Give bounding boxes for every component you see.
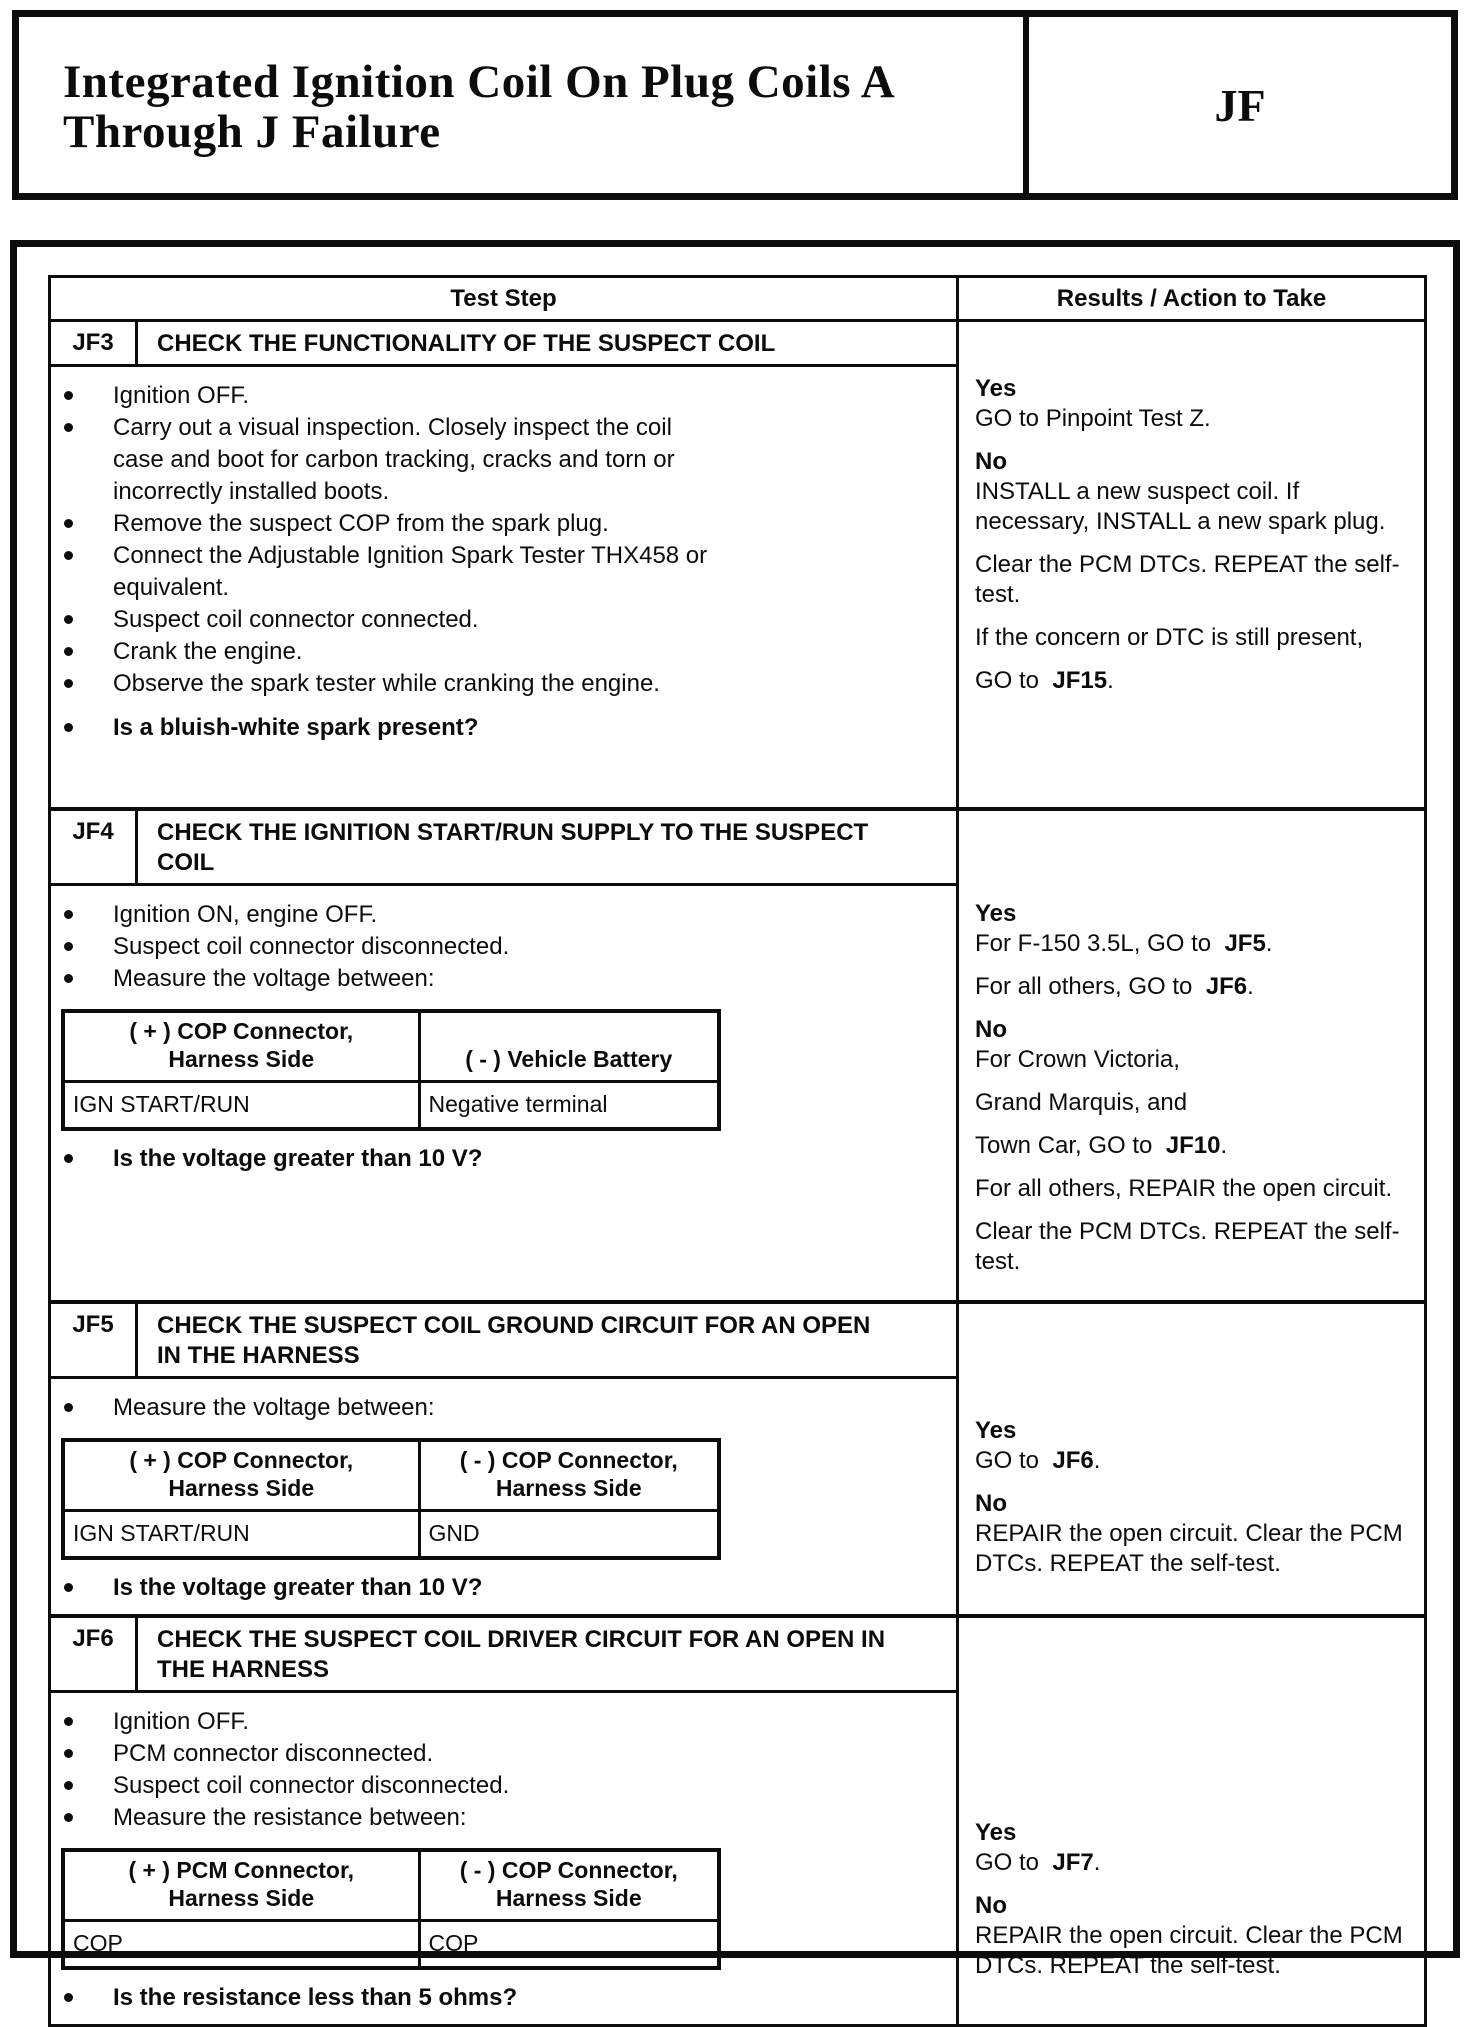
step-question: Is the voltage greater than 10 V? (51, 1572, 956, 1604)
step-title-text: CHECK THE SUSPECT COIL GROUND CIRCUIT FOR AN OPEN IN THE HARNESS (157, 1312, 871, 1369)
meas-col-header: ( - ) COP Connector, Harness Side (419, 1850, 719, 1921)
list-item: PCM connector disconnected. (51, 1738, 731, 1770)
list-item: Carry out a visual inspection. Closely inspect the coil case and boot for carbon tracking, cracks and torn or incorrectly installed boots. (51, 412, 731, 508)
result-paragraph: GO to Pinpoint Test Z. (975, 405, 1211, 432)
measurement-table (61, 1848, 721, 1970)
results-cell (956, 1304, 1424, 1614)
step-question: Is the voltage greater than 10 V? (51, 1143, 956, 1175)
results-cell (956, 811, 1424, 1300)
result-paragraph: No (975, 1016, 1007, 1043)
list-item: Crank the engine. (51, 636, 731, 668)
bullet-list (51, 1392, 956, 1424)
result-paragraph: INSTALL a new suspect coil. If necessary, INSTALL a new spark plug. (975, 478, 1386, 535)
step-question: Is a bluish-white spark present? (51, 712, 956, 744)
meas-col-header: ( - ) Vehicle Battery (419, 1011, 719, 1082)
result-paragraph: GO to JF6. (975, 1447, 1101, 1474)
step-body (51, 1379, 956, 1614)
col-header-results: Results / Action to Take (956, 278, 1424, 319)
meas-value-cell: IGN START/RUN (63, 1082, 419, 1130)
results-cell (956, 1618, 1424, 2024)
result-paragraph: For F-150 3.5L, GO to JF5. (975, 930, 1273, 957)
list-item: Measure the resistance between: (51, 1802, 731, 1834)
list-item: Measure the voltage between: (51, 1392, 731, 1424)
step-title (138, 1304, 956, 1379)
step-body (51, 367, 956, 807)
page-frame (10, 240, 1460, 2011)
bullet-list (51, 380, 956, 700)
step-id: JF3 (51, 322, 138, 367)
meas-col-header: ( + ) PCM Connector, Harness Side (63, 1850, 419, 1921)
step-section-jf3 (51, 322, 1424, 807)
step-title-text: CHECK THE SUSPECT COIL DRIVER CIRCUIT FOR AN OPEN IN THE HARNESS (157, 1626, 886, 1683)
meas-value-cell: Negative terminal (419, 1082, 719, 1130)
step-title (138, 811, 956, 886)
list-item: Observe the spark tester while cranking the engine. (51, 668, 731, 700)
result-paragraph: Town Car, GO to JF10. (975, 1132, 1228, 1159)
result-paragraph: No (975, 448, 1007, 475)
meas-col-header: ( + ) COP Connector, Harness Side (63, 1440, 419, 1511)
result-paragraph: Clear the PCM DTCs. REPEAT the self-test. (975, 551, 1400, 608)
step-title-text: CHECK THE FUNCTIONALITY OF THE SUSPECT COIL (157, 330, 776, 357)
title-area (19, 17, 1023, 193)
list-item: Suspect coil connector disconnected. (51, 1770, 731, 1802)
list-item: Connect the Adjustable Ignition Spark Tester THX458 or equivalent. (51, 540, 731, 604)
measurement-table (61, 1438, 721, 1560)
bullet-list (51, 1706, 956, 1834)
step-section-jf5 (51, 1300, 1424, 1614)
pinpoint-test-code: JF (1023, 17, 1451, 193)
result-paragraph: If the concern or DTC is still present, (975, 624, 1364, 651)
result-paragraph: Clear the PCM DTCs. REPEAT the self-test. (975, 1218, 1400, 1275)
result-paragraph: For all others, GO to JF6. (975, 973, 1254, 1000)
meas-col-header: ( - ) COP Connector, Harness Side (419, 1440, 719, 1511)
list-item: Suspect coil connector disconnected. (51, 931, 731, 963)
step-id: JF4 (51, 811, 138, 886)
result-paragraph: REPAIR the open circuit. Clear the PCM DTCs. REPEAT the self-test. (975, 1520, 1403, 1577)
title-bar (12, 10, 1458, 200)
result-paragraph: No (975, 1892, 1007, 1919)
step-id: JF5 (51, 1304, 138, 1379)
step-section-jf6 (51, 1614, 1424, 2024)
list-item: Ignition OFF. (51, 380, 731, 412)
meas-col-header: ( + ) COP Connector, Harness Side (63, 1011, 419, 1082)
step-title (138, 1618, 956, 1693)
result-paragraph: For all others, REPAIR the open circuit. (975, 1175, 1393, 1202)
result-paragraph: REPAIR the open circuit. Clear the PCM DTCs. REPEAT the self-test. (975, 1922, 1403, 1979)
step-title-text: CHECK THE IGNITION START/RUN SUPPLY TO THE SUSPECT COIL (157, 819, 869, 876)
list-item: Remove the suspect COP from the spark plug. (51, 508, 731, 540)
col-header-test-step: Test Step (450, 285, 557, 312)
step-body (51, 1693, 956, 2024)
measurement-table (61, 1009, 721, 1131)
list-item: Measure the voltage between: (51, 963, 731, 995)
result-paragraph: Yes (975, 1819, 1017, 1846)
step-section-jf4 (51, 807, 1424, 1300)
table-header-row (51, 278, 1424, 322)
result-paragraph: GO to JF7. (975, 1849, 1101, 1876)
list-item: Ignition OFF. (51, 1706, 731, 1738)
step-title (138, 322, 956, 367)
result-paragraph: Yes (975, 1417, 1017, 1444)
result-paragraph: For Crown Victoria, (975, 1046, 1180, 1073)
bullet-list (51, 899, 956, 995)
result-paragraph: Grand Marquis, and (975, 1089, 1188, 1116)
step-body (51, 886, 956, 1300)
result-paragraph: GO to JF15. (975, 667, 1114, 694)
meas-value-cell: COP (419, 1921, 719, 1969)
result-paragraph: No (975, 1490, 1007, 1517)
result-paragraph: Yes (975, 375, 1017, 402)
page-title: Integrated Ignition Coil On Plug Coils A Through J Failure (63, 56, 893, 158)
diagnostic-table (48, 275, 1427, 2027)
step-id: JF6 (51, 1618, 138, 1693)
list-item: Suspect coil connector connected. (51, 604, 731, 636)
meas-value-cell: COP (63, 1921, 419, 1969)
meas-value-cell: GND (419, 1511, 719, 1559)
step-question: Is the resistance less than 5 ohms? (51, 1982, 956, 2014)
list-item: Ignition ON, engine OFF. (51, 899, 731, 931)
document-page (0, 10, 1472, 2011)
results-cell (956, 322, 1424, 807)
meas-value-cell: IGN START/RUN (63, 1511, 419, 1559)
result-paragraph: Yes (975, 900, 1017, 927)
